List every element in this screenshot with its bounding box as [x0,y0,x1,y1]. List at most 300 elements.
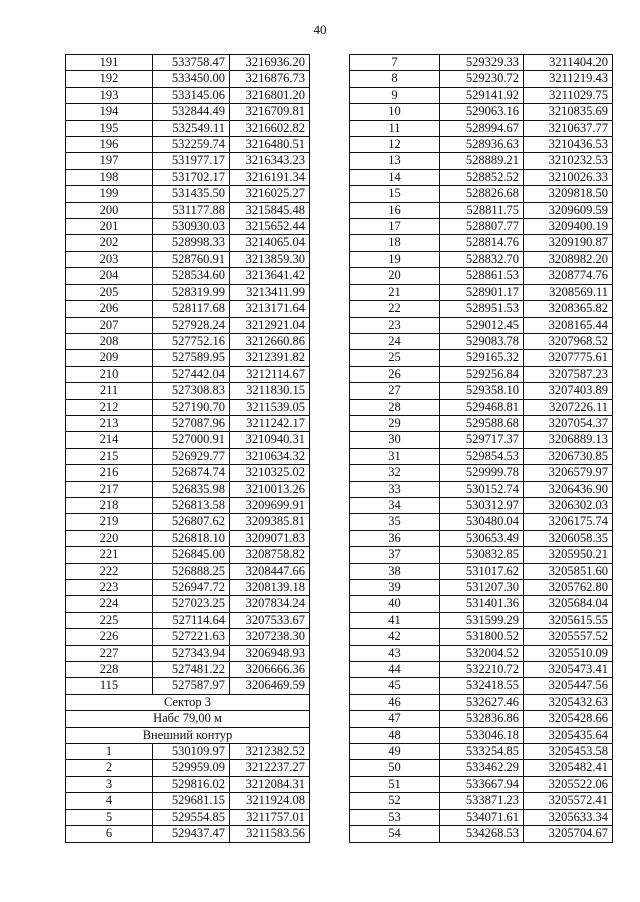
x-coordinate-cell: 530109.97 [153,744,230,760]
table-row [66,826,310,842]
point-number-cell: 26 [350,366,440,382]
table-row [66,530,310,546]
y-coordinate-cell: 3205482.41 [524,760,613,776]
table-row [66,186,310,202]
point-number-cell: 202 [66,235,153,251]
table-row [350,793,613,809]
x-coordinate-cell: 531977.17 [153,153,230,169]
point-number-cell: 208 [66,333,153,349]
x-coordinate-cell: 527190.70 [153,399,230,415]
y-coordinate-cell: 3216343.23 [230,153,310,169]
x-coordinate-cell: 526929.77 [153,448,230,464]
y-coordinate-cell: 3205762.80 [524,580,613,596]
table-row [350,744,613,760]
point-number-cell: 40 [350,596,440,612]
y-coordinate-cell: 3213171.64 [230,301,310,317]
point-number-cell: 11 [350,120,440,136]
y-coordinate-cell: 3210940.31 [230,432,310,448]
point-number-cell: 47 [350,711,440,727]
y-coordinate-cell: 3210637.77 [524,120,613,136]
y-coordinate-cell: 3205473.41 [524,662,613,678]
point-number-cell: 205 [66,284,153,300]
y-coordinate-cell: 3205572.41 [524,793,613,809]
table-row [350,776,613,792]
x-coordinate-cell: 534268.53 [440,826,524,842]
x-coordinate-cell: 530312.97 [440,497,524,513]
y-coordinate-cell: 3205704.67 [524,826,613,842]
table-row [350,481,613,497]
table-row [66,71,310,87]
section-header-row [66,727,310,743]
y-coordinate-cell: 3216025.27 [230,186,310,202]
y-coordinate-cell: 3205510.09 [524,645,613,661]
table-row [350,333,613,349]
y-coordinate-cell: 3205432.63 [524,694,613,710]
x-coordinate-cell: 528832.70 [440,251,524,267]
y-coordinate-cell: 3210232.53 [524,153,613,169]
table-row [66,153,310,169]
y-coordinate-cell: 3206948.93 [230,645,310,661]
point-number-cell: 192 [66,71,153,87]
y-coordinate-cell: 3212921.04 [230,317,310,333]
table-row [66,612,310,628]
point-number-cell: 196 [66,137,153,153]
x-coordinate-cell: 527000.91 [153,432,230,448]
table-row [350,399,613,415]
x-coordinate-cell: 526835.98 [153,481,230,497]
point-number-cell: 224 [66,596,153,612]
y-coordinate-cell: 3211219.43 [524,71,613,87]
table-row [350,366,613,382]
y-coordinate-cell: 3216876.73 [230,71,310,87]
x-coordinate-cell: 532836.86 [440,711,524,727]
y-coordinate-cell: 3212114.67 [230,366,310,382]
point-number-cell: 18 [350,235,440,251]
x-coordinate-cell: 531177.88 [153,202,230,218]
y-coordinate-cell: 3207834.24 [230,596,310,612]
point-number-cell: 7 [350,55,440,71]
y-coordinate-cell: 3212382.52 [230,744,310,760]
x-coordinate-cell: 532844.49 [153,104,230,120]
point-number-cell: 201 [66,219,153,235]
y-coordinate-cell: 3206175.74 [524,514,613,530]
table-row [66,793,310,809]
x-coordinate-cell: 529816.02 [153,776,230,792]
y-coordinate-cell: 3216602.82 [230,120,310,136]
coordinates-table-left [65,54,310,843]
x-coordinate-cell: 529358.10 [440,383,524,399]
y-coordinate-cell: 3216801.20 [230,87,310,103]
table-row [66,366,310,382]
y-coordinate-cell: 3205428.66 [524,711,613,727]
y-coordinate-cell: 3208758.82 [230,547,310,563]
x-coordinate-cell: 527752.16 [153,333,230,349]
y-coordinate-cell: 3208982.20 [524,251,613,267]
x-coordinate-cell: 530152.74 [440,481,524,497]
y-coordinate-cell: 3215845.48 [230,202,310,218]
y-coordinate-cell: 3207587.23 [524,366,613,382]
table-row [66,809,310,825]
x-coordinate-cell: 530653.49 [440,530,524,546]
point-number-cell: 51 [350,776,440,792]
y-coordinate-cell: 3212237.27 [230,760,310,776]
table-row [350,547,613,563]
point-number-cell: 24 [350,333,440,349]
table-row [66,465,310,481]
x-coordinate-cell: 530480.04 [440,514,524,530]
x-coordinate-cell: 527221.63 [153,629,230,645]
point-number-cell: 199 [66,186,153,202]
table-row [66,333,310,349]
y-coordinate-cell: 3205851.60 [524,563,613,579]
x-coordinate-cell: 531207.30 [440,580,524,596]
point-number-cell: 12 [350,137,440,153]
y-coordinate-cell: 3209818.50 [524,186,613,202]
point-number-cell: 227 [66,645,153,661]
x-coordinate-cell: 528807.77 [440,219,524,235]
table-row [66,744,310,760]
y-coordinate-cell: 3212391.82 [230,350,310,366]
point-number-cell: 191 [66,55,153,71]
point-number-cell: 216 [66,465,153,481]
table-row [350,235,613,251]
y-coordinate-cell: 3212660.86 [230,333,310,349]
table-row [66,120,310,136]
point-number-cell: 28 [350,399,440,415]
point-number-cell: 5 [66,809,153,825]
table-row [66,645,310,661]
x-coordinate-cell: 529437.47 [153,826,230,842]
y-coordinate-cell: 3207054.37 [524,415,613,431]
table-row [66,87,310,103]
x-coordinate-cell: 532418.55 [440,678,524,694]
x-coordinate-cell: 528994.67 [440,120,524,136]
point-number-cell: 115 [66,678,153,694]
x-coordinate-cell: 528811.75 [440,202,524,218]
x-coordinate-cell: 532259.74 [153,137,230,153]
table-row [350,432,613,448]
x-coordinate-cell: 529854.53 [440,448,524,464]
y-coordinate-cell: 3211583.56 [230,826,310,842]
point-number-cell: 38 [350,563,440,579]
point-number-cell: 16 [350,202,440,218]
y-coordinate-cell: 3209699.91 [230,497,310,513]
point-number-cell: 3 [66,776,153,792]
point-number-cell: 223 [66,580,153,596]
y-coordinate-cell: 3205453.58 [524,744,613,760]
y-coordinate-cell: 3206579.97 [524,465,613,481]
table-row [66,317,310,333]
point-number-cell: 44 [350,662,440,678]
section-height: Набс 79,00 м [66,711,310,727]
y-coordinate-cell: 3210436.53 [524,137,613,153]
x-coordinate-cell: 528814.76 [440,235,524,251]
point-number-cell: 43 [350,645,440,661]
point-number-cell: 14 [350,169,440,185]
x-coordinate-cell: 531017.62 [440,563,524,579]
x-coordinate-cell: 528852.52 [440,169,524,185]
table-row [66,251,310,267]
y-coordinate-cell: 3208569.11 [524,284,613,300]
x-coordinate-cell: 529554.85 [153,809,230,825]
x-coordinate-cell: 533462.29 [440,760,524,776]
x-coordinate-cell: 527928.24 [153,317,230,333]
point-number-cell: 8 [350,71,440,87]
table-row [66,481,310,497]
y-coordinate-cell: 3211757.01 [230,809,310,825]
y-coordinate-cell: 3209190.87 [524,235,613,251]
y-coordinate-cell: 3213859.30 [230,251,310,267]
table-row [350,514,613,530]
y-coordinate-cell: 3209071.83 [230,530,310,546]
y-coordinate-cell: 3205950.21 [524,547,613,563]
x-coordinate-cell: 534071.61 [440,809,524,825]
table-row [66,169,310,185]
section-title: Сектор 3 [66,694,310,710]
point-number-cell: 17 [350,219,440,235]
x-coordinate-cell: 531702.17 [153,169,230,185]
x-coordinate-cell: 533450.00 [153,71,230,87]
y-coordinate-cell: 3207238.30 [230,629,310,645]
y-coordinate-cell: 3207226.11 [524,399,613,415]
x-coordinate-cell: 529141.92 [440,87,524,103]
y-coordinate-cell: 3205522.06 [524,776,613,792]
table-row [350,55,613,71]
table-row [350,120,613,136]
point-number-cell: 25 [350,350,440,366]
table-row [350,760,613,776]
y-coordinate-cell: 3208139.18 [230,580,310,596]
y-coordinate-cell: 3206666.36 [230,662,310,678]
x-coordinate-cell: 527308.83 [153,383,230,399]
x-coordinate-cell: 529588.68 [440,415,524,431]
x-coordinate-cell: 529012.45 [440,317,524,333]
y-coordinate-cell: 3205557.52 [524,629,613,645]
y-coordinate-cell: 3206730.85 [524,448,613,464]
y-coordinate-cell: 3213411.99 [230,284,310,300]
y-coordinate-cell: 3210634.32 [230,448,310,464]
point-number-cell: 49 [350,744,440,760]
table-row [66,678,310,694]
point-number-cell: 41 [350,612,440,628]
page-number: 40 [313,22,327,37]
point-number-cell: 36 [350,530,440,546]
table-row [350,251,613,267]
table-row [350,465,613,481]
y-coordinate-cell: 3215652.44 [230,219,310,235]
y-coordinate-cell: 3206436.90 [524,481,613,497]
table-row [66,350,310,366]
point-number-cell: 9 [350,87,440,103]
point-number-cell: 4 [66,793,153,809]
point-number-cell: 204 [66,268,153,284]
table-row [350,87,613,103]
y-coordinate-cell: 3206889.13 [524,432,613,448]
x-coordinate-cell: 529063.16 [440,104,524,120]
table-row [66,547,310,563]
point-number-cell: 213 [66,415,153,431]
x-coordinate-cell: 528534.60 [153,268,230,284]
point-number-cell: 2 [66,760,153,776]
y-coordinate-cell: 3211029.75 [524,87,613,103]
y-coordinate-cell: 3216936.20 [230,55,310,71]
point-number-cell: 212 [66,399,153,415]
point-number-cell: 218 [66,497,153,513]
point-number-cell: 48 [350,727,440,743]
point-number-cell: 219 [66,514,153,530]
x-coordinate-cell: 529681.15 [153,793,230,809]
x-coordinate-cell: 529999.78 [440,465,524,481]
table-row [350,153,613,169]
x-coordinate-cell: 529329.33 [440,55,524,71]
table-row [66,629,310,645]
table-row [350,284,613,300]
point-number-cell: 15 [350,186,440,202]
x-coordinate-cell: 531800.52 [440,629,524,645]
table-row [350,612,613,628]
x-coordinate-cell: 527343.94 [153,645,230,661]
x-coordinate-cell: 526874.74 [153,465,230,481]
y-coordinate-cell: 3210026.33 [524,169,613,185]
x-coordinate-cell: 531401.36 [440,596,524,612]
y-coordinate-cell: 3210835.69 [524,104,613,120]
point-number-cell: 207 [66,317,153,333]
point-number-cell: 27 [350,383,440,399]
point-number-cell: 226 [66,629,153,645]
x-coordinate-cell: 528951.53 [440,301,524,317]
x-coordinate-cell: 533046.18 [440,727,524,743]
table-row [350,137,613,153]
x-coordinate-cell: 532004.52 [440,645,524,661]
y-coordinate-cell: 3214065.04 [230,235,310,251]
point-number-cell: 209 [66,350,153,366]
coordinates-table-right [349,54,613,843]
point-number-cell: 10 [350,104,440,120]
x-coordinate-cell: 529256.84 [440,366,524,382]
y-coordinate-cell: 3208447.66 [230,563,310,579]
table-row [66,284,310,300]
table-row [350,71,613,87]
point-number-cell: 20 [350,268,440,284]
section-header-row [66,694,310,710]
x-coordinate-cell: 531599.29 [440,612,524,628]
y-coordinate-cell: 3208774.76 [524,268,613,284]
table-row [66,662,310,678]
table-row [66,760,310,776]
x-coordinate-cell: 527481.22 [153,662,230,678]
table-row [350,662,613,678]
y-coordinate-cell: 3205615.55 [524,612,613,628]
table-row [350,563,613,579]
point-number-cell: 206 [66,301,153,317]
table-row [350,809,613,825]
y-coordinate-cell: 3211539.05 [230,399,310,415]
y-coordinate-cell: 3210325.02 [230,465,310,481]
y-coordinate-cell: 3205684.04 [524,596,613,612]
table-row [66,448,310,464]
table-row [66,235,310,251]
x-coordinate-cell: 526845.00 [153,547,230,563]
table-row [350,694,613,710]
y-coordinate-cell: 3211830.15 [230,383,310,399]
x-coordinate-cell: 529717.37 [440,432,524,448]
section-header-row [66,711,310,727]
table-row [350,580,613,596]
x-coordinate-cell: 526888.25 [153,563,230,579]
y-coordinate-cell: 3209609.59 [524,202,613,218]
x-coordinate-cell: 527087.96 [153,415,230,431]
x-coordinate-cell: 532210.72 [440,662,524,678]
x-coordinate-cell: 533254.85 [440,744,524,760]
y-coordinate-cell: 3213641.42 [230,268,310,284]
table-row [66,415,310,431]
x-coordinate-cell: 528861.53 [440,268,524,284]
x-coordinate-cell: 529083.78 [440,333,524,349]
table-row [350,268,613,284]
x-coordinate-cell: 529468.81 [440,399,524,415]
y-coordinate-cell: 3208365.82 [524,301,613,317]
x-coordinate-cell: 527114.64 [153,612,230,628]
point-number-cell: 214 [66,432,153,448]
table-row [66,596,310,612]
y-coordinate-cell: 3205447.56 [524,678,613,694]
point-number-cell: 23 [350,317,440,333]
point-number-cell: 31 [350,448,440,464]
section-contour-label: Внешний контур [66,727,310,743]
x-coordinate-cell: 526807.62 [153,514,230,530]
point-number-cell: 195 [66,120,153,136]
table-row [350,711,613,727]
table-row [66,432,310,448]
table-row [350,415,613,431]
y-coordinate-cell: 3206058.35 [524,530,613,546]
point-number-cell: 52 [350,793,440,809]
point-number-cell: 225 [66,612,153,628]
point-number-cell: 19 [350,251,440,267]
y-coordinate-cell: 3208165.44 [524,317,613,333]
point-number-cell: 215 [66,448,153,464]
x-coordinate-cell: 527587.97 [153,678,230,694]
point-number-cell: 222 [66,563,153,579]
table-row [350,186,613,202]
point-number-cell: 54 [350,826,440,842]
point-number-cell: 39 [350,580,440,596]
y-coordinate-cell: 3206302.03 [524,497,613,513]
x-coordinate-cell: 530832.85 [440,547,524,563]
point-number-cell: 197 [66,153,153,169]
point-number-cell: 32 [350,465,440,481]
y-coordinate-cell: 3206469.59 [230,678,310,694]
table-row [66,55,310,71]
x-coordinate-cell: 531435.50 [153,186,230,202]
table-row [350,104,613,120]
table-row [350,202,613,218]
table-row [66,137,310,153]
point-number-cell: 198 [66,169,153,185]
x-coordinate-cell: 526813.58 [153,497,230,513]
y-coordinate-cell: 3207775.61 [524,350,613,366]
x-coordinate-cell: 527589.95 [153,350,230,366]
y-coordinate-cell: 3209385.81 [230,514,310,530]
table-row [350,826,613,842]
y-coordinate-cell: 3207533.67 [230,612,310,628]
table-row [66,301,310,317]
table-row [66,497,310,513]
point-number-cell: 13 [350,153,440,169]
table-row [66,268,310,284]
table-row [350,530,613,546]
x-coordinate-cell: 529165.32 [440,350,524,366]
